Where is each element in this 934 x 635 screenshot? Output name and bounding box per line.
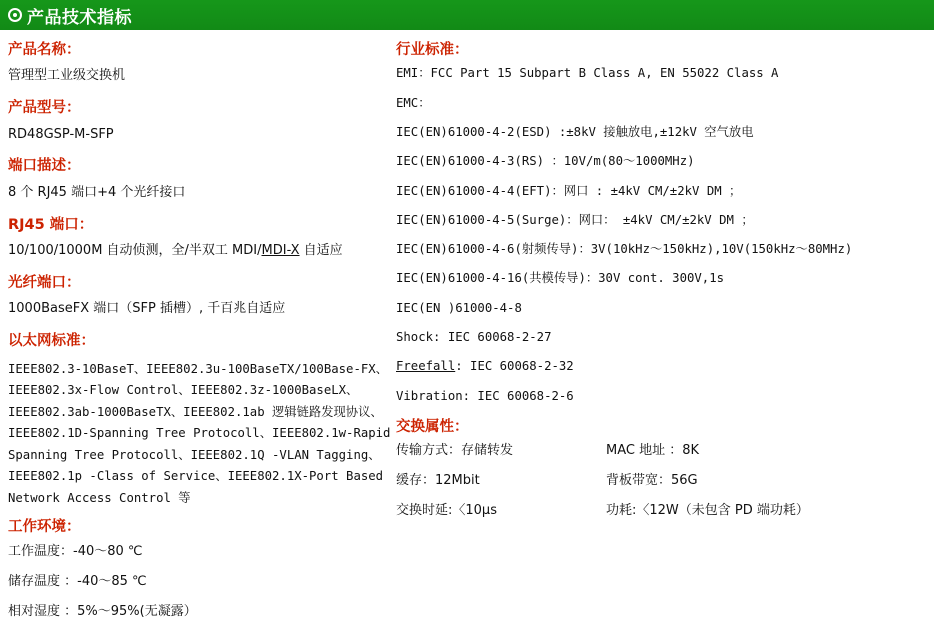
attr-cell: 缓存：12Mbit [396, 473, 480, 489]
ethernet-line: IEEE802.3-10BaseT、IEEE802.3u-100BaseTX/100Base-FX、 [8, 361, 388, 376]
product-name-value: 管理型工业级交换机 [8, 68, 126, 84]
rj45-port-value [8, 242, 392, 261]
freefall-line [396, 360, 932, 372]
switching-attributes-title: 交换属性： [396, 418, 469, 435]
industry-line: IEC(EN)61000-4-16(共模传导)：30V cont. 300V,1s [396, 271, 725, 286]
rj45-value-post: 自适应 [299, 243, 343, 259]
attr-cell: 传输方式：存储转发 [396, 443, 514, 459]
working-environment-title: 工作环境： [8, 519, 81, 536]
industry-line: IEC(EN )61000-4-8 [396, 300, 522, 315]
ethernet-line: IEEE802.1p -Class of Service、IEEE802.1X-Port Based [8, 469, 384, 484]
working-environment-value [8, 545, 392, 618]
ethernet-line: IEEE802.3ab-1000BaseTX、IEEE802.1ab 逻辑链路发现协议、 [8, 404, 383, 419]
ethernet-line: IEEE802.1D-Spanning Tree Protocoll、IEEE802.1w-Rapid [8, 426, 391, 441]
target-circle-icon [8, 8, 22, 22]
attr-cell: MAC 地址 ：8K [606, 443, 700, 459]
attr-cell: 功耗:〈12W（未包含 PD 端功耗） [606, 503, 809, 519]
rj45-port-title: RJ45 端口： [8, 216, 94, 233]
env-line: 储存温度 ：-40～85 ℃ [8, 573, 147, 589]
left-column [0, 42, 392, 635]
industry-line: Shock: IEC 60068-2-27 [396, 330, 552, 345]
attr-cell: 交换时延:〈10μs [396, 503, 497, 519]
industry-line: IEC(EN)61000-4-6(射频传导)：3V(10kHz～150kHz),10V(150kHz～80MHz) [396, 242, 853, 257]
rj45-value-pre: 10/100/1000M 自动侦测，全/半双工 MDI/ [8, 243, 262, 259]
ethernet-line: IEEE802.3x-Flow Control、IEEE802.3z-1000BaseLX、 [8, 383, 359, 398]
industry-line: EMC： [396, 95, 431, 110]
industry-standard-title: 行业标准： [396, 42, 469, 58]
fiber-port-value: 1000BaseFX 端口（SFP 插槽）, 千百兆自适应 [8, 301, 286, 317]
product-model-title: 产品型号： [8, 100, 81, 117]
ethernet-line: Network Access Control 等 [8, 490, 191, 505]
attr-cell: 背板带宽：56G [606, 473, 698, 489]
rj45-value-underline: MDI-X [261, 243, 300, 259]
page-header [0, 0, 934, 30]
ethernet-standard-value [8, 359, 392, 510]
freefall-underline: Freefall [396, 359, 456, 374]
right-column [392, 42, 932, 635]
port-description-title: 端口描述： [8, 158, 81, 175]
product-name-title: 产品名称： [8, 42, 81, 58]
product-model-value: RD48GSP-M-SFP [8, 126, 114, 142]
ethernet-standard-title: 以太网标准： [8, 333, 95, 350]
fiber-port-title: 光纤端口： [8, 274, 81, 291]
ethernet-line: Spanning Tree Protocoll、IEEE802.1Q -VLAN Tagging、 [8, 447, 381, 462]
env-line: 工作温度：-40～80 ℃ [8, 543, 143, 559]
switching-attributes-grid [396, 444, 932, 517]
industry-line: IEC(EN)61000-4-5(Surge)：网口： ±4kV CM/±2kV DM ； [396, 212, 754, 227]
vibration-line: Vibration: IEC 60068-2-6 [396, 388, 574, 403]
port-description-value: 8 个 RJ45 端口+4 个光纤接口 [8, 184, 186, 200]
freefall-rest: : IEC 60068-2-32 [455, 359, 574, 374]
industry-line: IEC(EN)61000-4-2(ESD) :±8kV 接触放电,±12kV 空气放电 [396, 124, 754, 139]
page-title: 产品技术指标 [27, 7, 132, 28]
industry-line: EMI：FCC Part 15 Subpart B Class A, EN 55022 Class A [396, 66, 779, 81]
industry-line: IEC(EN)61000-4-4(EFT)：网口 : ±4kV CM/±2kV DM ； [396, 183, 742, 198]
industry-line: IEC(EN)61000-4-3(RS) ：10V/m(80～1000MHz) [396, 154, 695, 169]
spec-columns [0, 30, 934, 635]
env-line: 相对湿度 ：5%～95%(无凝露） [8, 603, 197, 619]
